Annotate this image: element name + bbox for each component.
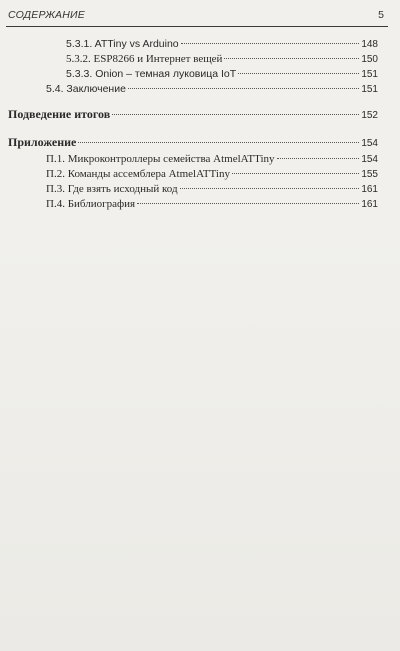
- toc-leader-dots: [128, 88, 359, 89]
- header-title: СОДЕРЖАНИЕ: [8, 9, 85, 21]
- toc-entry-label: 5.3.3. Onion – темная луковица IoT: [66, 68, 237, 80]
- toc-entry-label: Приложение: [8, 135, 77, 149]
- toc-entry-label: П.2. Команды ассемблера AtmelATTiny: [46, 168, 230, 180]
- page-number: 5: [378, 9, 384, 21]
- toc-entry-page: 151: [361, 69, 378, 80]
- toc-entry-summary[interactable]: [8, 108, 378, 122]
- toc-leader-dots: [112, 114, 359, 115]
- toc-entry-appendix-3[interactable]: [46, 183, 378, 196]
- toc-entry-page: 154: [361, 154, 378, 165]
- toc-entry-page: 151: [361, 84, 378, 95]
- toc-entry-label: П.1. Микроконтроллеры семейства AtmelATTiny: [46, 153, 275, 165]
- toc-leader-dots: [224, 58, 359, 59]
- toc-entry-appendix-2[interactable]: [46, 168, 378, 181]
- toc-entry-5-3-2[interactable]: [66, 53, 378, 66]
- toc-entry-page: 152: [361, 110, 378, 121]
- toc-entry-label: Подведение итогов: [8, 107, 111, 121]
- toc-entry-label: 5.3.1. ATTiny vs Arduino: [66, 38, 179, 50]
- toc-entry-page: 161: [361, 184, 378, 195]
- toc-entry-page: 150: [361, 54, 378, 65]
- toc-entry-5-3-3[interactable]: [66, 68, 378, 81]
- blank-page-area: [0, 220, 400, 651]
- toc-entry-page: 155: [361, 169, 378, 180]
- toc-leader-dots: [181, 43, 360, 44]
- toc-leader-dots: [232, 173, 359, 174]
- page-header: [6, 6, 388, 27]
- toc-entry-appendix[interactable]: [8, 136, 378, 150]
- toc-entry-5-3-1[interactable]: [66, 38, 378, 51]
- toc-entry-page: 148: [361, 39, 378, 50]
- toc-entry-label: 5.4. Заключение: [46, 83, 126, 95]
- toc-entry-label: П.3. Где взять исходный код: [46, 183, 178, 195]
- toc-leader-dots: [277, 158, 360, 159]
- toc-entry-label: П.4. Библиография: [46, 198, 136, 210]
- toc-entry-appendix-1[interactable]: [46, 153, 378, 166]
- toc-leader-dots: [78, 142, 359, 143]
- toc-entry-page: 154: [361, 138, 378, 149]
- toc-leader-dots: [180, 188, 360, 189]
- toc-entry-appendix-4[interactable]: [46, 198, 378, 211]
- toc-entry-label: 5.3.2. ESP8266 и Интернет вещей: [66, 53, 223, 65]
- toc-entry-page: 161: [361, 199, 378, 210]
- toc-leader-dots: [137, 203, 359, 204]
- toc-entry-5-4[interactable]: [46, 83, 378, 96]
- toc-leader-dots: [238, 73, 359, 74]
